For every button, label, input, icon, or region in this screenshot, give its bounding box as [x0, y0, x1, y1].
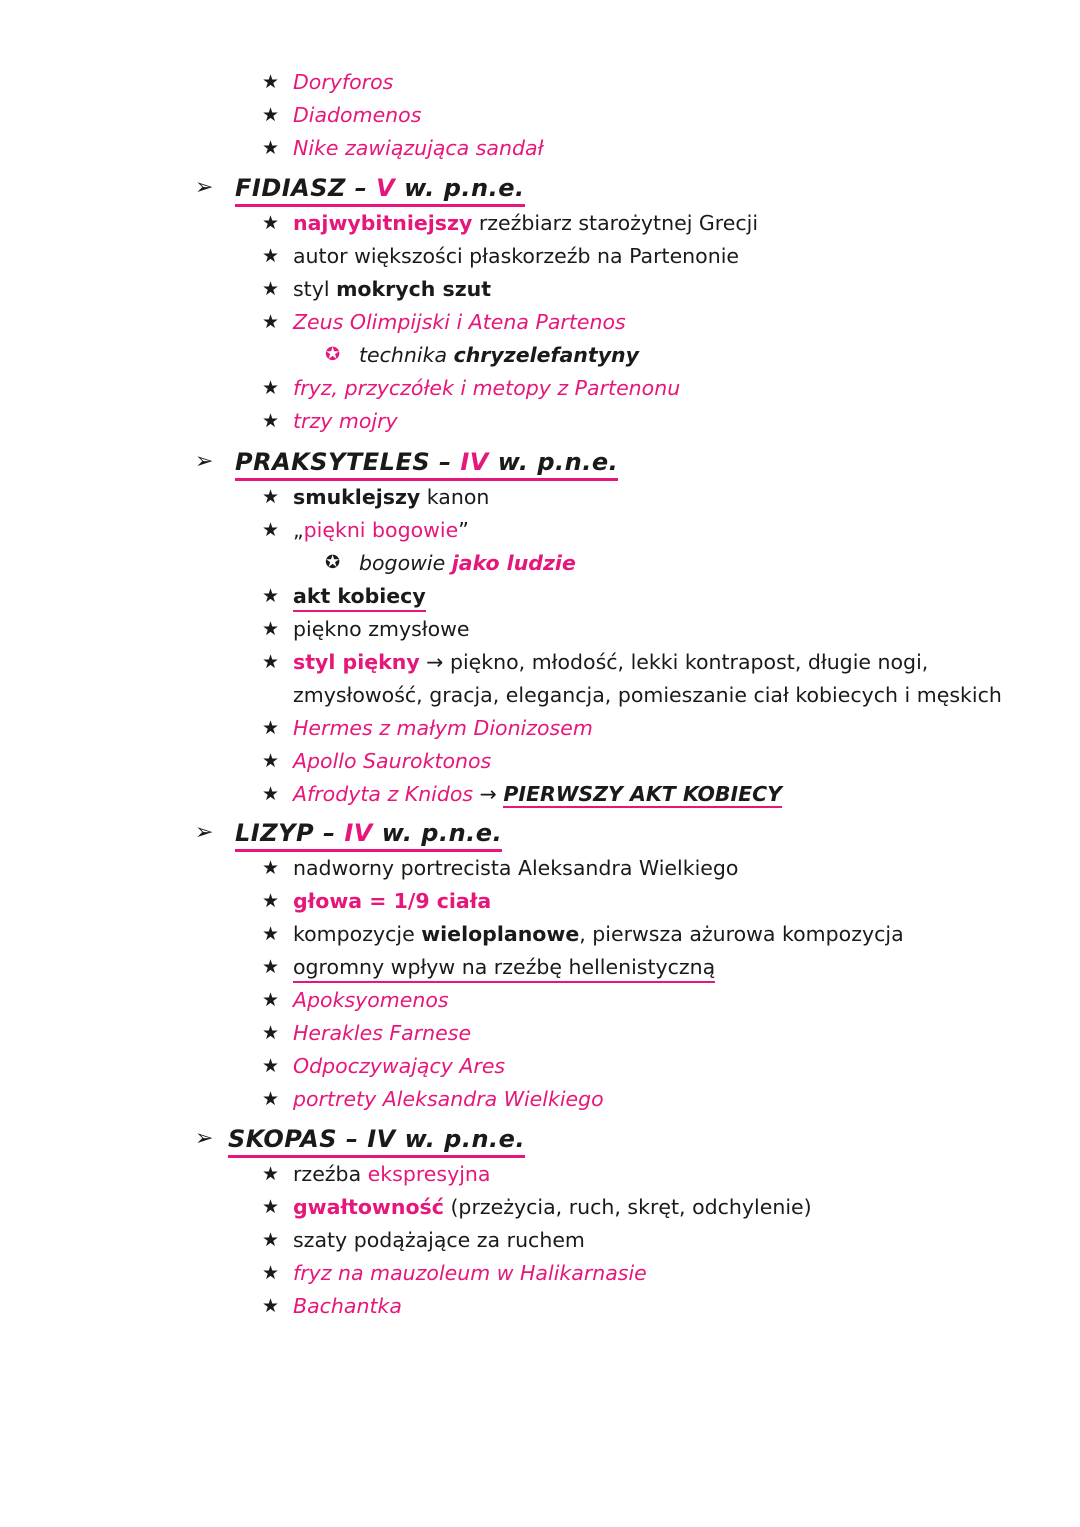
star-bullet-icon: ★: [262, 618, 280, 640]
star-bullet-icon: ★: [262, 857, 280, 879]
star-bullet-icon: ★: [262, 104, 280, 126]
arrowhead-icon: ➢: [195, 175, 214, 200]
star-bullet-icon: ★: [262, 137, 280, 159]
circled-star-icon: ✪: [325, 344, 341, 365]
star-bullet-icon: ★: [262, 1022, 280, 1044]
star-bullet-icon: ★: [262, 956, 280, 978]
star-bullet-icon: ★: [262, 651, 280, 673]
star-bullet-icon: ★: [262, 989, 280, 1011]
star-bullet-icon: ★: [262, 71, 280, 93]
star-bullet-icon: ★: [262, 1196, 280, 1218]
star-bullet-icon: ★: [262, 585, 280, 607]
star-bullet-icon: ★: [262, 311, 280, 333]
star-bullet-icon: ★: [262, 212, 280, 234]
item-text: Doryforos: [293, 70, 394, 94]
item-text: Diadomenos: [293, 103, 422, 127]
arrowhead-icon: ➢: [195, 820, 214, 845]
star-bullet-icon: ★: [262, 245, 280, 267]
star-bullet-icon: ★: [262, 923, 280, 945]
star-bullet-icon: ★: [262, 377, 280, 399]
arrowhead-icon: ➢: [195, 449, 214, 474]
star-bullet-icon: ★: [262, 890, 280, 912]
star-bullet-icon: ★: [262, 1229, 280, 1251]
star-bullet-icon: ★: [262, 1055, 280, 1077]
list-item-continuation: zmysłowość, gracja, elegancja, pomieszanie ciał kobiecych i męskich: [293, 683, 1002, 707]
star-bullet-icon: ★: [262, 486, 280, 508]
star-bullet-icon: ★: [262, 717, 280, 739]
star-bullet-icon: ★: [262, 750, 280, 772]
item-text: Nike zawiązująca sandał: [293, 136, 544, 160]
star-bullet-icon: ★: [262, 1163, 280, 1185]
circled-star-icon: ✪: [325, 552, 341, 573]
star-bullet-icon: ★: [262, 519, 280, 541]
star-bullet-icon: ★: [262, 1262, 280, 1284]
arrowhead-icon: ➢: [195, 1126, 214, 1151]
heading-text: LIZYP – IV w. p.n.e.: [235, 817, 502, 852]
star-bullet-icon: ★: [262, 410, 280, 432]
star-bullet-icon: ★: [262, 783, 280, 805]
heading-text: SKOPAS – IV w. p.n.e.: [228, 1123, 525, 1158]
star-bullet-icon: ★: [262, 1295, 280, 1317]
document-page: ★ Doryforos ★ Diadomenos ★ Nike zawiązująca sandał ➢ FIDIASZ – V w. p.n.e. ★ najwybitniejszy rzeźbiarz starożytnej Grecji ★ autor większości płaskorzeźb na Partenonie ★ styl mokrych szut ★ Zeus Olimpijski i Atena Partenos ✪ technika chryzelefantyny ★ fryz, przyczółek i metopy z Partenonu ★ trzy mojry ➢ PRAKSYTELES – IV w. p.n.e. ★ smuklejszy kanon ★ „piękni bogowie” ✪ bogowie jako ludzie ★ akt kobiecy ★ piękno zmysłowe ★ styl piękny → piękno, młodość, lekki kontrapost, długie nogi, zmysłowość, gracja, elegancja, pomieszanie ciał kobiecych i męskich ★ Hermes z małym Dionizosem ★ Apollo Sauroktonos ★ Afrodyta z Knidos → PIERWSZY AKT KOBIECY ➢ LIZYP – IV w. p.n.e. ★ nadworny portrecista Aleksandra Wielkiego ★ głowa = 1/9 ciała ★ kompozycje wieloplanowe, pierwsza ażurowa kompozycja ★ ogromny wpływ na rzeźbę hellenistyczną ★ Apoksyomenos ★ Herakles Farnese ★ Odpoczywający Ares ★ portrety Aleksandra Wielkiego ➢ SKOPAS – IV w. p.n.e. ★ rzeźba ekspresyjna ★ gwałtowność (przeżycia, ruch, skręt, odchylenie) ★ szaty podążające za ruchem ★ fryz na mauzoleum w Halikarnasie ★ Bachantka: [195, 70, 1002, 1318]
heading-text: PRAKSYTELES – IV w. p.n.e.: [235, 446, 618, 481]
heading-text: FIDIASZ – V w. p.n.e.: [235, 172, 525, 207]
star-bullet-icon: ★: [262, 1088, 280, 1110]
star-bullet-icon: ★: [262, 278, 280, 300]
